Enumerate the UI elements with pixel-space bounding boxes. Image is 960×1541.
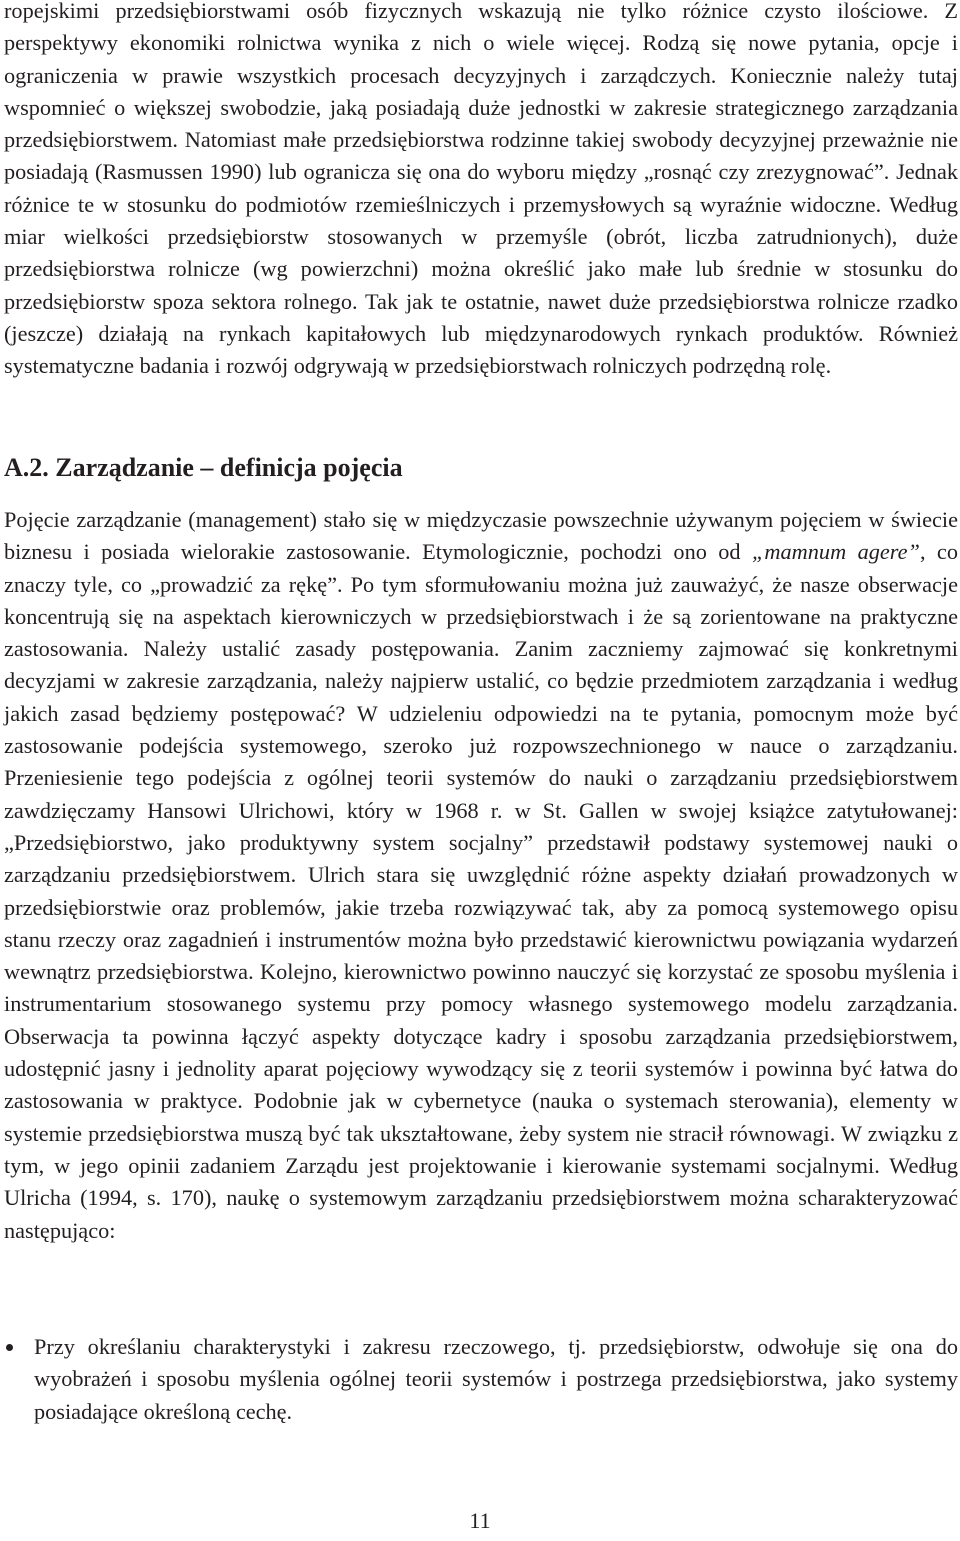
bullet-item-text: Przy określaniu charakterystyki i zakresu rzeczowego, tj. przedsiębiorstw, odwołuje się ona do wyobrażeń i sposobu myślenia ogólnej teorii systemów i postrzega przedsiębiorstwa, jako systemy posiadające określoną cechę. — [34, 1334, 958, 1424]
bullet-item — [4, 1331, 958, 1428]
body-paragraph-intro: ropejskimi przedsiębiorstwami osób fizycznych wskazują nie tylko różnice czysto ilościowe. Z perspektywy ekonomiki rolnictwa wynika z nich o wiele więcej. Rodzą się nowe pytania, opcje i ograniczenia w prawie wszystkich procesach decyzyjnych i zarządczych. Koniecznie należy tutaj wspomnieć o większej swobodzie, jaką posiadają duże jednostki w zakresie strategicznego zarządzania przedsiębiorstwem. Natomiast małe przedsiębiorstwa rodzinne takiej swobody decyzyjnej przeważnie nie posiadają (Rasmussen 1990) lub ogranicza się ona do wyboru między „rosnąć czy zrezygnować”. Jednak różnice te w stosunku do podmiotów rzemieślniczych i przemysłowych są wyraźnie widoczne. Według miar wielkości przedsiębiorstw stosowanych w przemyśle (obrót, liczba zatrudnionych), duże przedsiębiorstwa rolnicze (wg powierzchni) można określić jako małe lub średnie w stosunku do przedsiębiorstw spoza sektora rolnego. Tak jak te ostatnie, nawet duże przedsiębiorstwa rolnicze rzadko (jeszcze) działają na rynkach kapitałowych lub międzynarodowych rynkach produktów. Również systematyczne badania i rozwój odgrywają w przedsiębiorstwach rolniczych podrzędną rolę. — [4, 0, 958, 379]
paragraph-text-rest: , co znaczy tyle, co „prowadzić za rękę”. Po tym sformułowaniu można już zauważyć, że nasze obserwacje koncentrują się na aspektach kierowniczych w przedsiębiorstwach i że są zorientowane na praktyczne zastosowania. Należy ustalić zasady postępowania. Zanim zaczniemy zajmować się konkretnymi decyzjami w zakresie zarządzania, należy najpierw ustalić, co będzie przedmiotem zarządzania i według jakich zasad będziemy postępować? W udzieleniu odpowiedzi na te pytania, pomocnym może być zastosowanie podejścia systemowego, szeroko już rozpowszechnionego w nauce o zarządzaniu. Przeniesienie tego podejścia z ogólnej teorii systemów do nauki o zarządzaniu przedsiębiorstwem zawdzięczamy Hansowi Ulrichowi, który w 1968 r. w St. Gallen w swojej książce zatytułowanej: „Przedsiębiorstwo, jako produktywny system socjalny” przedstawił podstawy systemowej nauki o zarządzaniu przedsiębiorstwem. Ulrich stara się uwzględnić różne aspekty działań prowadzonych w przedsiębiorstwie oraz problemów, jakie trzeba rozwiązywać tak, aby za pomocą systemowego opisu stanu rzeczy oraz zagadnień i instrumentów można było przedstawić kierownictwu powiązania wydarzeń wewnątrz przedsiębiorstwa. Kolejno, kierownictwo powinno nauczyć się korzystać ze sposobu myślenia i instrumentarium stosowanego systemu przy pomocy własnego systemowego modelu zarządzania. Obserwacja ta powinna łączyć aspekty dotyczące kadry i sposobu zarządzania przedsiębiorstwem, udostępnić jasny i jednolity aparat pojęciowy wywodzący się z teorii systemów i powinna być łatwa do zastosowania w praktyce. Podobnie jak w cybernetyce (nauka o systemach sterowania), elementy w systemie przedsiębiorstwa muszą być tak ukształtowane, żeby system nie stracił równowagi. W związku z tym, w jego opinii zadaniem Zarządu jest projektowanie i kierowanie systemami socjalnymi. Według Ulricha (1994, s. 170), naukę o systemowym zarządzaniu przedsiębiorstwem można scharakteryzować następująco: — [4, 539, 958, 1243]
latin-phrase: „mamnum agere” — [752, 539, 920, 565]
page-number: 11 — [469, 1508, 491, 1533]
bullet-list — [4, 1331, 958, 1428]
bullet-dot-icon — [6, 1344, 13, 1351]
paragraph-text-start: Pojęcie zarządzanie (management) stało się w międzyczasie powszechnie używanym pojęciem w świecie biznesu i posiada wielorakie zastosowanie. Etymologicznie, pochodzi ono od — [4, 507, 958, 565]
body-paragraph-definition — [4, 504, 958, 1247]
section-heading: A.2. Zarządzanie – definicja pojęcia — [4, 453, 403, 482]
